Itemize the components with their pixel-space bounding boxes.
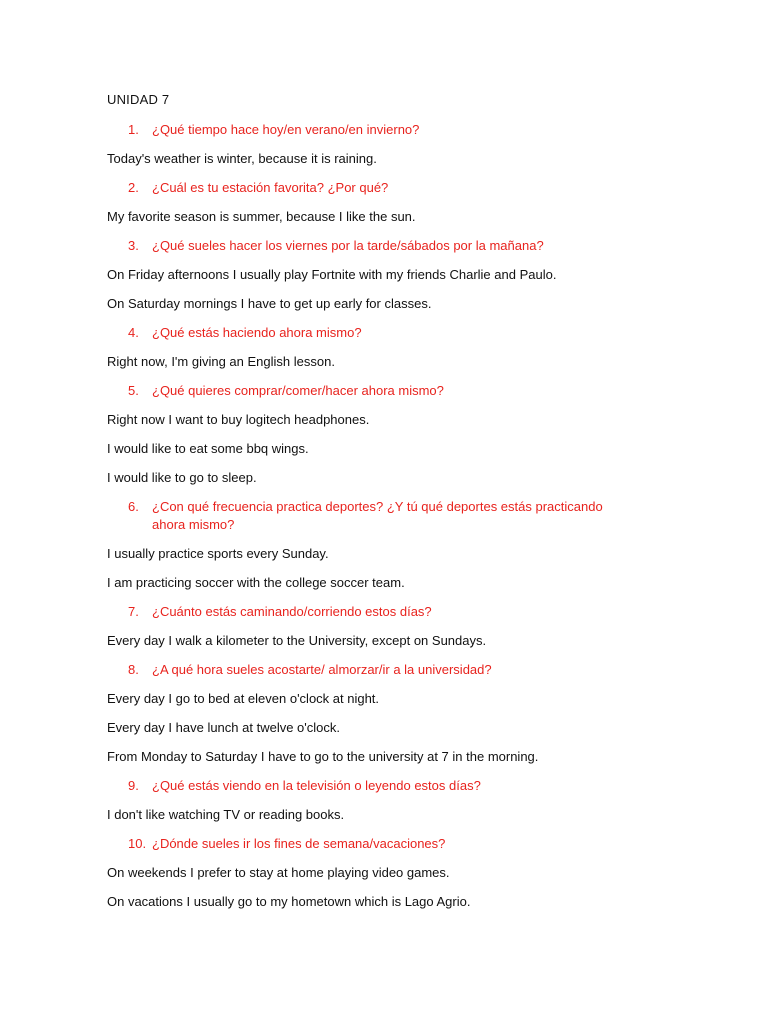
question-item [0,498,768,534]
question-item [0,179,768,197]
question-text: ¿Con qué frecuencia practica deportes? ¿Y tú qué deportes estás practicando ahora mismo? [152,499,603,532]
question-number: 7. [128,604,139,619]
question-item [0,121,768,139]
question-item [0,237,768,255]
answer-line: On Friday afternoons I usually play Fortnite with my friends Charlie and Paulo. [107,267,557,282]
question-text: ¿Qué estás haciendo ahora mismo? [152,325,362,340]
question-number: 9. [128,778,139,793]
question-number: 8. [128,662,139,677]
question-text: ¿A qué hora sueles acostarte/ almorzar/ir a la universidad? [152,662,492,677]
answer-line: I am practicing soccer with the college soccer team. [107,575,405,590]
question-number: 1. [128,122,139,137]
question-text: ¿Cuánto estás caminando/corriendo estos días? [152,604,432,619]
question-text: ¿Cuál es tu estación favorita? ¿Por qué? [152,180,389,195]
question-number: 10. [128,836,147,851]
answer-line: I don't like watching TV or reading books. [107,807,345,822]
question-item [0,324,768,342]
question-text: ¿Qué sueles hacer los viernes por la tarde/sábados por la mañana? [152,238,544,253]
answer-line: Right now, I'm giving an English lesson. [107,354,335,369]
question-number: 3. [128,238,139,253]
answer-line: My favorite season is summer, because I like the sun. [107,209,416,224]
question-text: ¿Qué quieres comprar/comer/hacer ahora mismo? [152,383,444,398]
question-item [0,382,768,400]
question-item [0,661,768,679]
question-text: ¿Dónde sueles ir los fines de semana/vacaciones? [152,836,446,851]
answer-line: From Monday to Saturday I have to go to the university at 7 in the morning. [107,749,539,764]
answer-line: Right now I want to buy logitech headphones. [107,412,370,427]
question-number: 5. [128,383,139,398]
answer-line: Today's weather is winter, because it is raining. [107,151,377,166]
document-title: UNIDAD 7 [107,92,170,107]
answer-line: Every day I walk a kilometer to the University, except on Sundays. [107,633,487,648]
answer-line: On vacations I usually go to my hometown which is Lago Agrio. [107,894,471,909]
qa-list [0,121,768,922]
answer-line: I would like to go to sleep. [107,470,257,485]
question-item [0,777,768,795]
question-text: ¿Qué estás viendo en la televisión o leyendo estos días? [152,778,481,793]
question-number: 2. [128,180,139,195]
question-item [0,835,768,853]
question-item [0,603,768,621]
answer-line: On Saturday mornings I have to get up early for classes. [107,296,432,311]
answer-line: I usually practice sports every Sunday. [107,546,329,561]
answer-line: Every day I have lunch at twelve o'clock. [107,720,340,735]
question-number: 4. [128,325,139,340]
answer-line: Every day I go to bed at eleven o'clock at night. [107,691,380,706]
answer-line: I would like to eat some bbq wings. [107,441,309,456]
question-number: 6. [128,499,139,514]
question-text: ¿Qué tiempo hace hoy/en verano/en invierno? [152,122,420,137]
answer-line: On weekends I prefer to stay at home playing video games. [107,865,450,880]
